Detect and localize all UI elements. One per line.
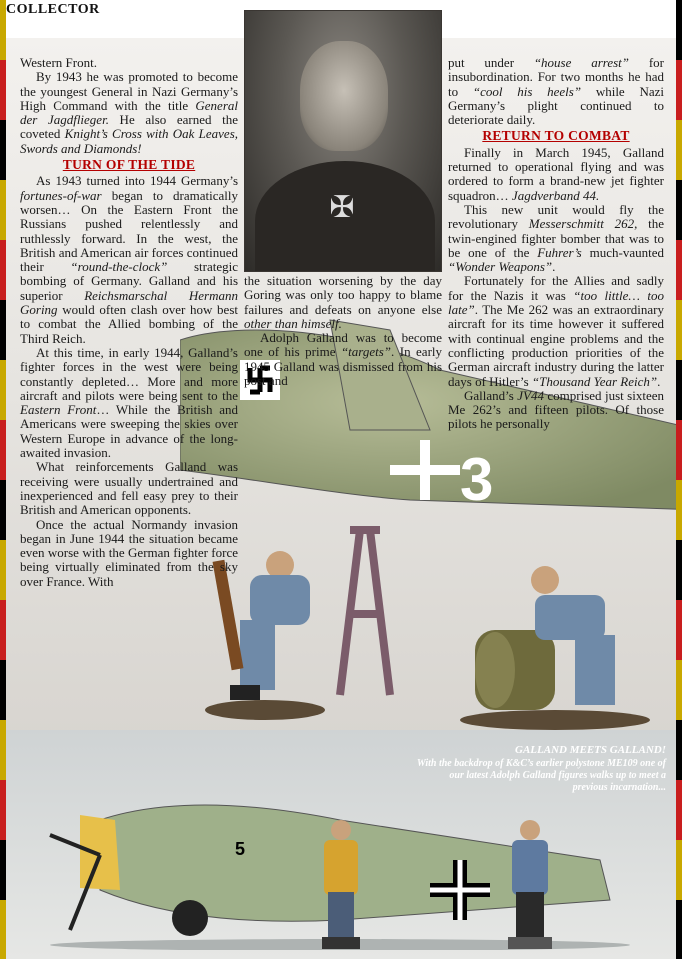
paragraph: At this time, in early 1944, Galland’s fighter forces in the west were being constantly depleted… More and more aircraft and pilots were being sent to the Eastern Front… While the British and Americans were sweeping the skies over Western Europe in advance of the long-awaited invasion. bbox=[20, 344, 238, 461]
photo-caption bbox=[414, 744, 666, 794]
paragraph: This new unit would fly the revolutionary Messerschmitt 262, the twin-engined fighter bomber that was to be one of the Fuhrer’s much-vaunted “Wonder Weapons”. bbox=[448, 201, 664, 275]
galland-portrait-photo bbox=[244, 10, 442, 272]
subheading: TURN OF THE TIDE bbox=[62, 157, 196, 173]
mechanic-rolling-drum-figure bbox=[455, 560, 655, 730]
paragraph: Once the actual Normandy invasion began in June 1944 the situation became even worse with the German fighter force being virtually eliminated from the sky over France. With bbox=[20, 516, 238, 589]
column-2 bbox=[244, 274, 442, 388]
caption-text: With the backdrop of K&C’s earlier polystone ME109 one of our latest Adolph Galland figures walks up to meet a previous incarnation... bbox=[416, 758, 666, 793]
paragraph: put under “house arrest” for insubordination. For two months he had to “cool his heels” while Nazi Germany’s plight continued to deteriorate daily. bbox=[448, 55, 664, 128]
paragraph: Adolph Galland was to become one of his prime “targets”. In early 1945 Galland was dismissed from his post and bbox=[244, 330, 443, 389]
paragraph: Western Front. bbox=[20, 55, 97, 70]
me109-number: 5 bbox=[235, 839, 246, 859]
column-3 bbox=[448, 56, 664, 432]
paragraph: Finally in March 1945, Galland returned to operational flying and was ordered to form a brand-new jet fighter squadron… Jagdverband 44. bbox=[448, 144, 664, 203]
paragraph: Fortunately for the Allies and sadly for the Nazis it was “too little… too late”. The Me 262 was an extraordinary aircraft for its time however it suffered with continual engine problems and the conflicting production priorities of the German aircraft industry during the latter days of Hitler’s “Thousand Year Reich”. bbox=[448, 273, 664, 389]
paragraph: Galland’s JV44 comprised just sixteen Me 262’s and fifteen pilots. Of those pilots he personally bbox=[448, 387, 664, 432]
paragraph: As 1943 turned into 1944 Germany’s fortunes-of-war began to dramatically worsen… On the Eastern Front the Russians pushed relentlessly and ruthlessly forward. In the west, the British and American air forces continued their “round-the-clock” strategic bombing of Germany. Galland and his superior Reichsmarschal Hermann Goring would often clash over how best to combat the Allied bombing of the Third Reich. bbox=[20, 173, 238, 346]
decorative-border-right bbox=[676, 0, 682, 959]
trestle-stand-image bbox=[330, 520, 400, 700]
galland-figure-right bbox=[500, 812, 560, 952]
me262-number: 3 bbox=[460, 446, 494, 510]
caption-title: GALLAND MEETS GALLAND! bbox=[515, 744, 666, 756]
knights-cross-icon: ✠ bbox=[329, 191, 355, 224]
decorative-border-left bbox=[0, 0, 6, 959]
paragraph: the situation worsening by the day Goring was only too happy to blame failures and defeats on anyone else other than himself. bbox=[244, 273, 442, 331]
paragraph: What reinforcements Galland was receiving were usually undertrained and inexperienced and fell easy prey to their British and American opponents. bbox=[20, 459, 238, 518]
section-header: COLLECTOR bbox=[6, 2, 100, 17]
subheading: RETURN TO COMBAT bbox=[482, 128, 630, 144]
column-1 bbox=[20, 56, 238, 589]
galland-figure-left bbox=[318, 812, 364, 952]
paragraph: By 1943 he was promoted to become the youngest General in Nazi Germany’s High Command with the title General der Jagdflieger. He also earned the coveted Knight’s Cross with Oak Leaves, Swords and Diamonds! bbox=[20, 69, 239, 156]
